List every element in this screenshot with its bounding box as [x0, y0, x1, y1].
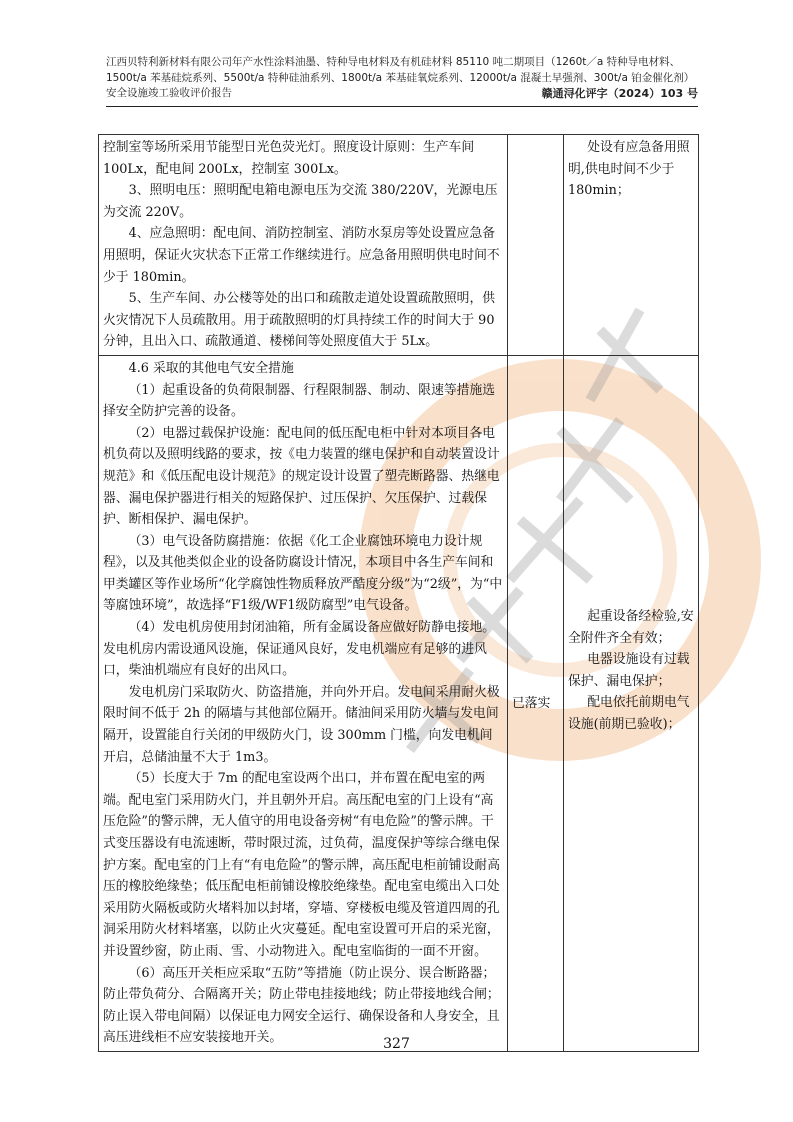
- result-text: 电器设施设有过载保护、漏电保护；: [568, 652, 690, 689]
- paragraph: （3）电气设备防腐措施：依据《化工企业腐蚀环境电力设计规程》，以及其他类似企业的设备防腐设计情况，本项目中各生产车间和甲类罐区等作业场所“化学腐蚀性物质释放严酷度分级”为“2级”，为“中等腐蚀环境”，故选择“F1级/WF1级防腐型”电气设备。: [103, 533, 503, 614]
- result-cell: [564, 135, 699, 356]
- paragraph: 发电机房门采取防火、防盗措施，并向外开启。发电间采用耐火极限时间不低于 2h 的隔墙与其他部位隔开。储油间采用防火墙与发电间隔开，设置能自行关闭的甲级防火门，设 300mm 门槛，向发电机间开启，总储油量不大于 1m3。: [103, 684, 500, 765]
- result-text: 处设有应急备用照明,供电时间不少于 180min；: [568, 140, 690, 199]
- section-heading: 4.6 采取的其他电气安全措施: [128, 360, 294, 376]
- paragraph: 3、照明电压：照明配电箱电源电压为交流 380/220V，光源电压为交流 220V。: [103, 183, 498, 220]
- status-cell: [508, 355, 564, 1051]
- paragraph: （1）起重设备的负荷限制器、行程限制器、制动、限速等措施选择安全防护完善的设备。: [103, 382, 496, 420]
- result-text: 配电依托前期电气设施(前期已验收)；: [568, 695, 690, 732]
- result-text: 起重设备经检验,安全附件齐全有效；: [568, 608, 694, 646]
- paragraph: 5、生产车间、办公楼等处的出口和疏散走道处设置疏散照明，供火灾情况下人员疏散用。用于疏散照明的灯具持续工作的时间大于 90 分钟，且出入口、疏散通道、楼梯间等处照度值大于 5Lx。: [103, 291, 496, 350]
- result-cell: [564, 355, 699, 1051]
- page-header: [106, 55, 698, 102]
- paragraph: 控制室等场所采用节能型日光色荧光灯。照度设计原则：生产车间 100Lx，配电间 200Lx，控制室 300Lx。: [103, 140, 475, 177]
- report-code: 赣通浔化评字（2024）103 号: [538, 86, 698, 102]
- measure-cell: [99, 135, 508, 356]
- table-row: [99, 135, 699, 356]
- table-row: [99, 355, 699, 1051]
- page-number: 327: [383, 1036, 410, 1052]
- measure-cell: [99, 355, 508, 1051]
- evaluation-table: [98, 134, 699, 1052]
- paragraph: （4）发电机房使用封闭油箱，所有金属设备应做好防静电接地。发电机房内需设通风设施，保证通风良好，发电机端应有足够的进风口，柴油机端应有良好的出风口。: [103, 620, 496, 679]
- header-divider: [106, 106, 698, 107]
- status-cell: [508, 135, 564, 356]
- paragraph: （6）高压开关柜应采取“五防”等措施（防止误分、误合断路器；防止带负荷分、合隔离开关；防止带电挂接地线；防止带接地线合闸；防止误入带电间隔）以保证电力网安全运行、确保设备和人身安全，且高压进线柜不应安装接地开关。: [103, 965, 500, 1046]
- paragraph: （5）长度大于 7m 的配电室设两个出口，并布置在配电室的两端。配电室门采用防火门，并且朝外开启。高压配电室的门上设有“高压危险”的警示牌，无人值守的用电设备旁树“有电危险”的警示牌。干式变压器设有电流速断，带时限过流，过负荷，温度保护等综合继电保护方案。配电室的门上有“有电危险”的警示牌，高压配电柜前铺设耐高压的橡胶绝缘垫；低压配电柜前铺设橡胶绝缘垫。配电室电缆出入口处采用防火隔板或防火堵料加以封堵，穿墙、穿楼板电缆及管道四周的孔洞采用防火材料堵塞，以防止火灾蔓延。配电室设置可开启的采光窗，并设置纱窗，防止雨、雪、小动物进入。配电室临街的一面不开窗。: [103, 771, 500, 959]
- paragraph: （2）电器过载保护设施：配电间的低压配电柜中针对本项目各电机负荷以及照明线路的要求，按《电力装置的继电保护和自动装置设计规范》和《低压配电设计规范》的规定设计设置了塑壳断路器、热继电器、漏电保护器进行相关的短路保护、过压保护、欠压保护、过载保护、断相保护、漏电保护。: [103, 425, 500, 528]
- status-text: 已落实: [512, 695, 551, 711]
- report-title: 江西贝特利新材料有限公司年产水性涂料油墨、特种导电材料及有机硅材料 85110 吨二期项目（1260t／a 特种导电材料、1500t/a 苯基硅烷系列、5500t/a 特种硅油系列、1800t/a 苯基硅氧烷系列、12000t/a 混凝土早强剂、300t/a 铂金催化剂）安全设施竣工验收评价报告: [106, 56, 695, 99]
- paragraph: 4、应急照明：配电间、消防控制室、消防水泵房等处设置应急备用照明，保证火灾状态下正常工作继续进行。应急备用照明供电时间不少于 180min。: [103, 226, 500, 285]
